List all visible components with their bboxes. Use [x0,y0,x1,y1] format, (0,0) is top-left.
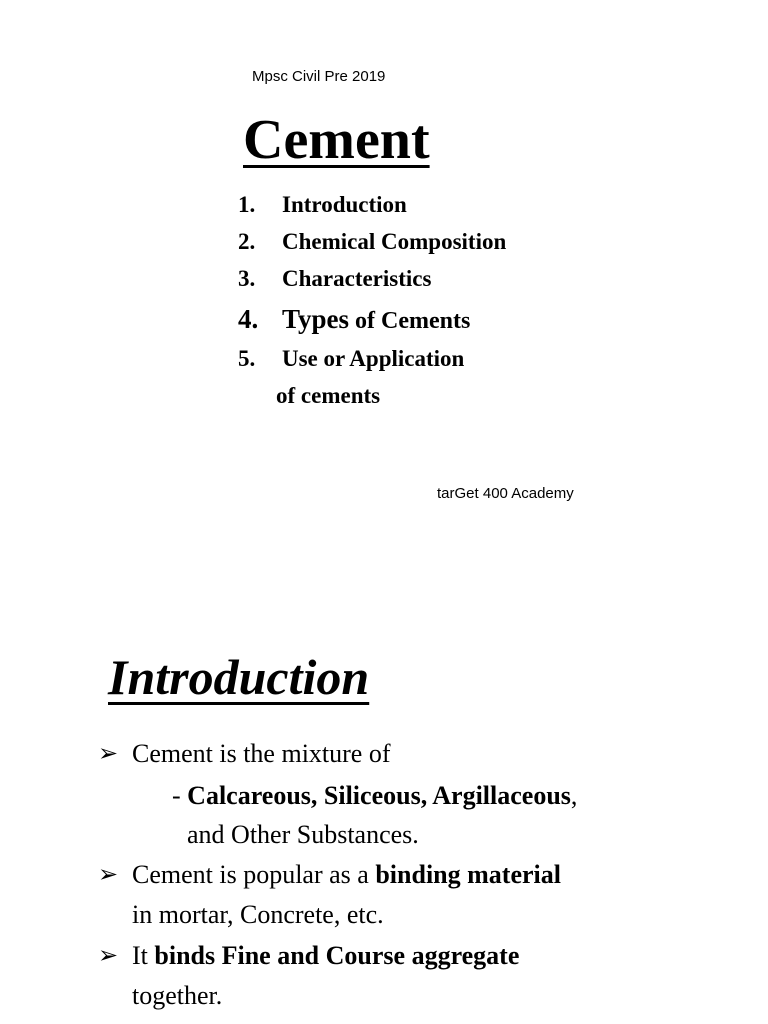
toc-label: Characteristics [282,266,432,291]
toc-item-5 [238,344,464,374]
toc-number: 5. [238,346,256,371]
toc-number: 1. [238,192,256,217]
toc-item-3 [238,264,431,294]
toc-item-5-continuation: of cements [276,383,381,408]
section-title: Introduction [108,649,370,705]
toc-item-1 [238,190,407,220]
toc-label: of Cements [349,308,471,334]
toc-item-4 [238,304,470,336]
footer-note: tarGet 400 Academy [437,485,574,502]
toc-label: Chemical Composition [282,229,507,254]
bullet-3-text [132,940,519,972]
header-note: Mpsc Civil Pre 2019 [252,68,386,85]
bullet-2-bold: binding material [375,860,561,889]
bullet-1-subline [172,780,577,812]
arrow-bullet-icon: ➢ [98,741,119,767]
page-title: Cement [243,109,430,171]
bullet-2-text [132,859,561,891]
dash: - [172,781,188,810]
bullet-3-pre: It [132,941,155,970]
bullet-3-line2: together. [132,981,223,1010]
toc-number: 2. [238,229,256,254]
arrow-bullet-icon: ➢ [98,943,119,969]
bullet-2-pre: Cement is popular as a [132,860,376,889]
toc-number: 3. [238,266,256,291]
bullet-2-line2: in mortar, Concrete, etc. [132,900,384,929]
bullet-3-bold: binds Fine and Course aggregate [154,941,520,970]
bullet-1-bold: Calcareous, Siliceous, Argillaceous [187,781,571,810]
arrow-bullet-icon: ➢ [98,862,119,888]
comma: , [570,781,578,810]
toc-item-2 [238,227,506,257]
bullet-1-subline-2: and Other Substances. [187,820,419,849]
toc-label: Introduction [282,192,407,217]
toc-label-emphasis: Types [282,304,350,334]
toc-number: 4. [238,304,259,334]
toc-label: Use or Application [282,346,465,371]
bullet-1-text: Cement is the mixture of [132,739,391,768]
